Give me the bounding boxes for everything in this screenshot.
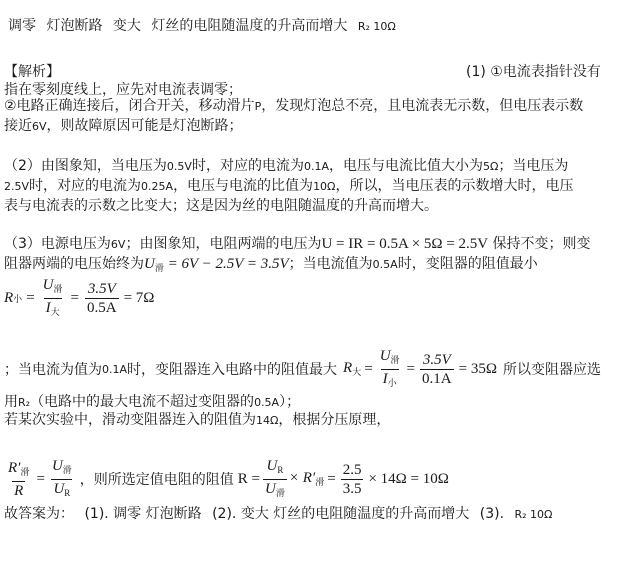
para-7: （3）电源电压为6V；由图象知，电阻两端的电压为U = IR = 0.5A × 5Ω = 2.5V 保持不变；则变 [4, 236, 591, 252]
answer-1: 调零 [8, 18, 36, 34]
para-10: 用R₂（电路中的最大电流不超过变阻器的0.5A）； [4, 394, 301, 410]
analysis-label: 【解析】 [4, 64, 60, 80]
para-11: 若某次实验中，滑动变阻器连入的阻值为14Ω，根据分压原理， [4, 412, 391, 428]
para-1: 指在零刻度线上，应先对电流表调零； [4, 82, 242, 98]
answer-line [8, 16, 396, 37]
para-6: 表与电流表的示数之比变大；这是因为丝的电阻随温度的升高而增大。 [4, 198, 438, 214]
equation-r-value: $\frac{R'_滑}{R}$ = $\frac{U_滑}{U_R}$ ，则所选定值电阻的阻值 R = $\frac{U_R}{U_滑}$ × $R'_滑$ = $\frac{2.5}{3.5}$ × 14Ω = 10Ω [4, 456, 449, 502]
answer-5: R₂ 10Ω [357, 20, 396, 33]
para-5: 2.5V时，对应的电流为0.25A，电压与电流的比值为10Ω，所以，当电压表的示数增大时，电压 [4, 178, 574, 194]
para-3: 接近6V，则故障原因可能是灯泡断路； [4, 118, 243, 134]
final-answer: 故答案为： (1). 调零 灯泡断路 (2). 变大 灯丝的电阻随温度的升高而增大 (3). R₂ 10Ω [4, 506, 553, 522]
para-8: 阻器两端的电压始终为$U_滑 = 6V - 2.5V = 3.5V$；当电流值为0.5A时，变阻器的阻值最小 [4, 256, 538, 274]
para-4: （2）由图象知，当电压为0.5V时，对应的电流为0.1A，电压与电流比值大小为5Ω；当电压为 [4, 158, 569, 174]
equation-r-min: R 小 = $\frac{U_滑}{I_大}$ = $\frac{3.5V}{0.5A}$ = 7Ω [4, 276, 154, 320]
q1-start: (1) ①电流表指针没有 [466, 64, 601, 80]
para-9: ；当电流为值为 0.1A 时，变阻器连入电路中的阻值最大 $R_大$ = $\frac{U_滑}{I_小}$ = $\frac{3.5V}{0.1A}$ = 35Ω 所以变阻器应选 [4, 346, 601, 392]
para-2: ②电路正确连接后，闭合开关，移动滑片P，发现灯泡总不亮，且电流表无示数，但电压表示数 [4, 98, 584, 114]
answer-2: 灯泡断路 [46, 18, 103, 34]
answer-4: 灯丝的电阻随温度的升高而增大 [151, 18, 348, 34]
answer-3: 变大 [112, 18, 141, 34]
